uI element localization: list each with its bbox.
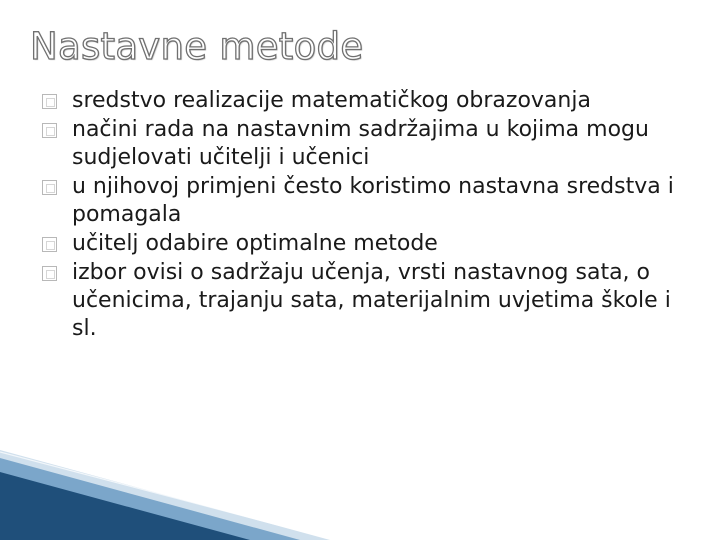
bullet-item	[42, 173, 692, 229]
square-bullet-icon	[42, 266, 57, 281]
decorative-swoosh	[0, 450, 720, 540]
bullet-text: izbor ovisi o sadržaju učenja, vrsti nastavnog sata, o učenicima, trajanju sata, materijalnim uvjetima škole i sl.	[72, 260, 671, 341]
bullet-list	[42, 87, 692, 344]
square-bullet-icon	[42, 94, 57, 109]
bullet-item	[42, 259, 692, 343]
square-bullet-icon	[42, 123, 57, 138]
bullet-item	[42, 87, 692, 115]
bullet-item	[42, 116, 692, 172]
bullet-text: sredstvo realizacije matematičkog obrazovanja	[72, 88, 591, 113]
square-bullet-icon	[42, 180, 57, 195]
square-bullet-icon	[42, 237, 57, 252]
bullet-text: načini rada na nastavnim sadržajima u kojima mogu sudjelovati učitelji i učenici	[72, 117, 649, 170]
bullet-item	[42, 230, 692, 258]
slide-title: Nastavne metode	[30, 25, 364, 68]
bullet-text: u njihovoj primjeni često koristimo nastavna sredstva i pomagala	[72, 174, 674, 227]
bullet-text: učitelj odabire optimalne metode	[72, 231, 438, 256]
